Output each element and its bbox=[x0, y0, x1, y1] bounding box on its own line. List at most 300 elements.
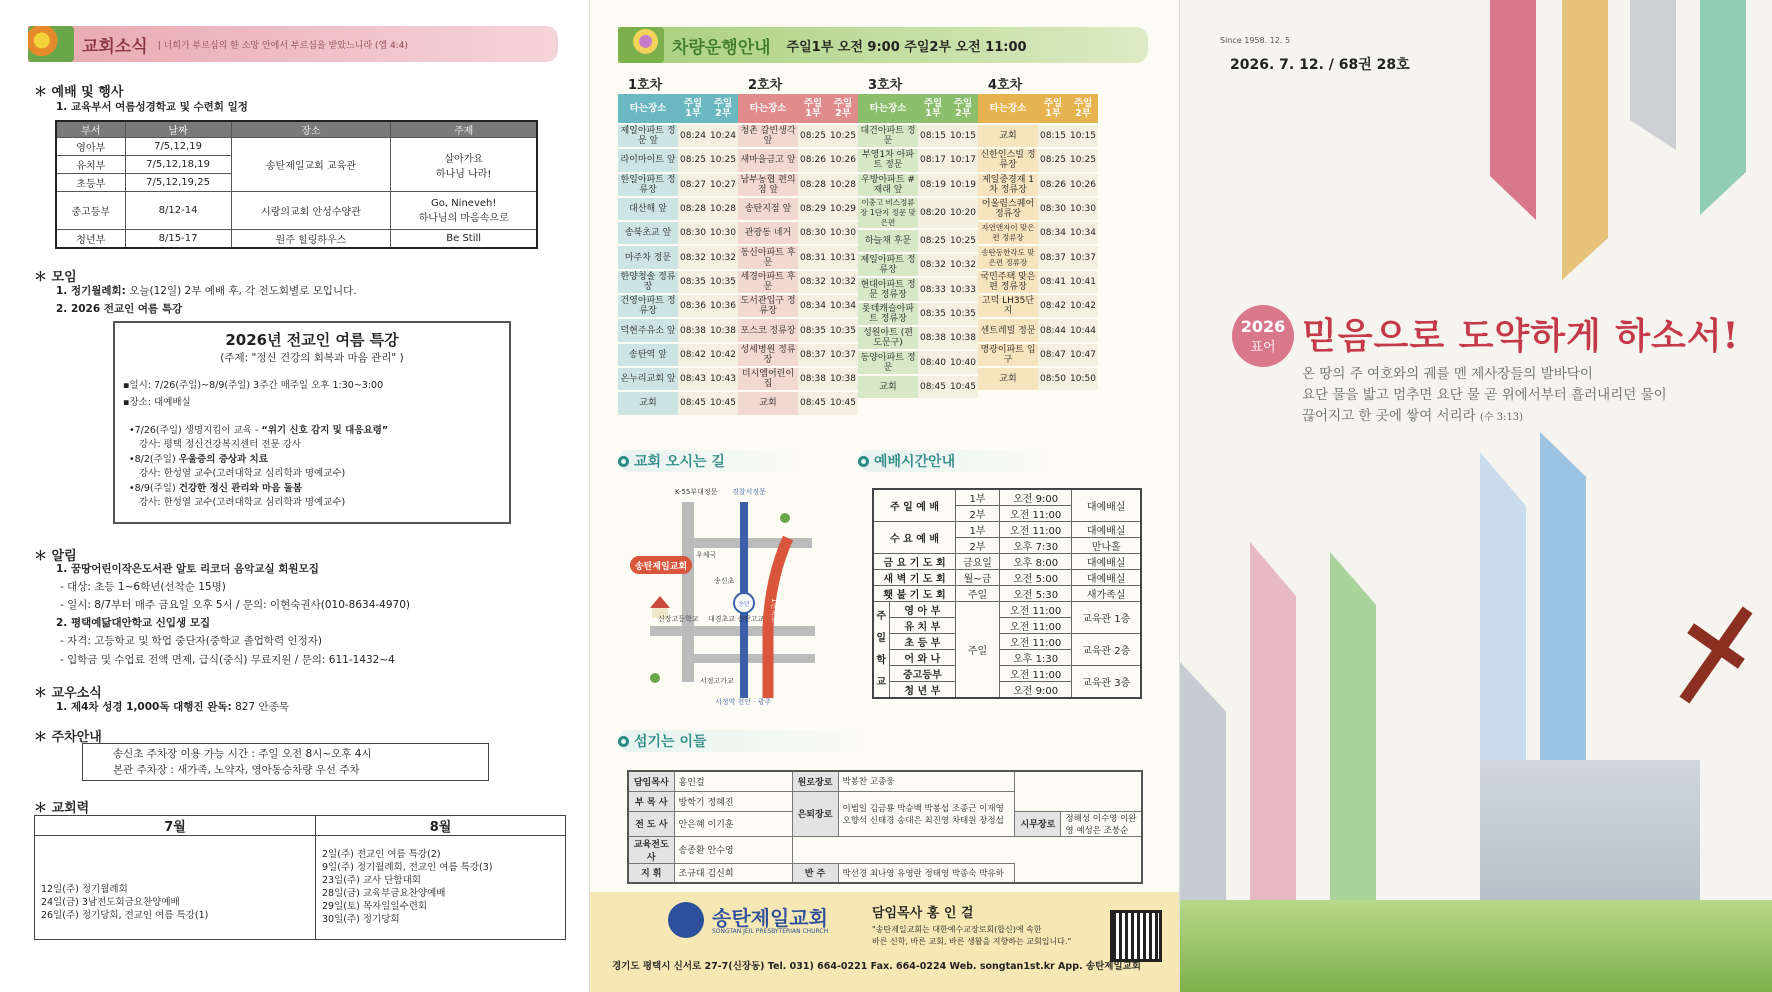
school-dept: 중고등부 bbox=[889, 666, 956, 682]
bullet-icon bbox=[618, 456, 629, 467]
bus-stop: 제일아파트 정류장 bbox=[858, 253, 918, 277]
bus-stop-row bbox=[618, 318, 738, 342]
worship-place: 대예배실 bbox=[1072, 522, 1141, 538]
bus-time: 10:32 bbox=[948, 253, 978, 277]
bus-name: 4호차 bbox=[988, 78, 1023, 93]
dept-cell: 중고등부 bbox=[56, 192, 125, 230]
school-dept: 초 등 부 bbox=[889, 634, 956, 650]
dept-cell: 영아부 bbox=[56, 138, 125, 156]
heading-events: ＊ 예배 및 행사 bbox=[34, 85, 124, 100]
footer-pastor: 담임목사 홍 인 걸 bbox=[872, 906, 974, 921]
bus-table bbox=[858, 94, 978, 400]
notice-2-qual: - 자격: 고등학교 및 학업 중단자(중학교 졸업학력 인정자) bbox=[60, 635, 323, 647]
heading-parking: ＊ 주차안내 bbox=[34, 730, 102, 745]
flower-icon bbox=[28, 26, 74, 62]
school-dept: 영 아 부 bbox=[889, 602, 956, 618]
footer-church-name: 송탄제일교회 bbox=[712, 906, 828, 930]
parking-line-2: 본관 주차장 : 새가족, 노약자, 영아동승차량 우선 주차 bbox=[113, 764, 360, 776]
bus-time: 10:25 bbox=[1068, 148, 1098, 172]
bus-stop: 성세병원 정류장 bbox=[738, 343, 798, 367]
col-header: 부서 bbox=[56, 121, 125, 138]
worship-place: 대예배실 bbox=[1072, 489, 1141, 522]
worship-time: 오전 11:00 bbox=[999, 506, 1072, 522]
theme-text: 하나님 나라! bbox=[435, 168, 492, 180]
bus-time: 10:19 bbox=[948, 173, 978, 197]
church-calendar bbox=[34, 815, 566, 940]
worship-time: 오후 7:30 bbox=[999, 538, 1072, 554]
worship-name: 수 요 예 배 bbox=[873, 522, 956, 554]
bus-stop: 라이마이트 앞 bbox=[618, 148, 678, 172]
bus-time: 10:37 bbox=[1068, 245, 1098, 269]
bus-stop: 성원아트 (편도문구) bbox=[858, 326, 918, 350]
date-cell: 7/5,12,19,25 bbox=[125, 174, 231, 192]
lecture-subtitle: (주제: "정신 건강의 회복과 마음 관리" ) bbox=[220, 352, 404, 364]
heading-notices: ＊ 알림 bbox=[34, 549, 77, 564]
bus-time: 10:35 bbox=[708, 270, 738, 294]
bus-time: 08:50 bbox=[1038, 367, 1068, 391]
bus-time: 08:30 bbox=[1038, 197, 1068, 221]
school-time: 오전 11:00 bbox=[999, 618, 1072, 634]
bus-stop: 신한인스빌 정류장 bbox=[978, 148, 1038, 172]
map-label: 경찰서정문 bbox=[732, 488, 766, 496]
staff-role: 반 주 bbox=[792, 863, 838, 883]
bus-time: 08:33 bbox=[918, 277, 948, 301]
theme-cell bbox=[391, 138, 537, 192]
bus-time: 10:24 bbox=[708, 124, 738, 148]
staff-names: 박선경 최나영 유영란 정태영 박종숙 박유하 bbox=[838, 863, 1015, 883]
bus-stop-row bbox=[618, 197, 738, 221]
bus-time: 10:15 bbox=[948, 124, 978, 148]
bus-stop: 대산해 앞 bbox=[618, 197, 678, 221]
school-time: 오전 11:00 bbox=[999, 666, 1072, 682]
bible-verse bbox=[1302, 364, 1667, 428]
map-label: K-55부대정문 bbox=[675, 488, 718, 496]
worship-place: 대예배실 bbox=[1072, 570, 1141, 586]
worship-time: 오전 5:00 bbox=[999, 570, 1072, 586]
bus-stop: 제일아파트 정문 앞 bbox=[618, 124, 678, 148]
bus-stop: 덕현주유소 앞 bbox=[618, 318, 678, 342]
place-cell: 시랑의교회 안성수양관 bbox=[231, 192, 391, 230]
bus-stop-row bbox=[738, 221, 858, 245]
bus-stop-row bbox=[738, 318, 858, 342]
bus-time: 08:42 bbox=[1038, 294, 1068, 318]
year: 2026 bbox=[1240, 317, 1286, 336]
bus-stop-row bbox=[738, 294, 858, 318]
staff-names: 조규대 김신희 bbox=[674, 863, 792, 883]
bus-stop: 센트레빌 정문 bbox=[978, 318, 1038, 342]
notice-1: 1. 꿈땅어린이작은도서관 알토 리코더 음악교실 회원모집 bbox=[56, 563, 319, 575]
map-label: 우체국 bbox=[696, 551, 717, 559]
section-title: 차량운행안내 bbox=[672, 37, 771, 58]
worship-row bbox=[873, 586, 1141, 602]
bus-stop-row bbox=[618, 294, 738, 318]
july-events bbox=[35, 836, 315, 922]
bus-time: 08:35 bbox=[678, 270, 708, 294]
map-label: 송신초 bbox=[714, 577, 735, 585]
date-cell: 8/15-17 bbox=[125, 230, 231, 248]
calendar-event: 28일(금) 교육부금요찬양예배 bbox=[322, 888, 446, 899]
bus-stop: 포스코 정류장 bbox=[738, 318, 798, 342]
school-dept: 유 치 부 bbox=[889, 618, 956, 634]
bus-stop-row bbox=[978, 270, 1098, 294]
motto: 믿음으로 도약하게 하소서! bbox=[1302, 315, 1740, 357]
staff-names: 박봉찬 고종웅 bbox=[838, 771, 1015, 791]
theme-text: 살아가요 bbox=[444, 153, 483, 165]
cover-panel bbox=[1180, 0, 1772, 992]
grass-image bbox=[1180, 900, 1772, 992]
bus-time: 10:47 bbox=[1068, 343, 1098, 367]
school-time: 오후 1:30 bbox=[999, 650, 1072, 666]
bus-table bbox=[978, 94, 1098, 392]
worship-name: 주 일 예 배 bbox=[873, 489, 956, 522]
bus-col-header: 주일 1부 bbox=[1038, 94, 1068, 124]
bus-time: 08:26 bbox=[798, 148, 828, 172]
bus-stop: 남부농협 편의점 앞 bbox=[738, 173, 798, 197]
lecture-1-speaker: 강사: 평택 정신건강복지센터 전문 강사 bbox=[139, 439, 302, 450]
bus-time: 10:32 bbox=[828, 270, 858, 294]
bus-time: 08:34 bbox=[1038, 221, 1068, 245]
lecture-3: •8/9(주일) 건강한 정신 관리와 마음 돌봄 bbox=[129, 483, 303, 494]
bus-time: 10:28 bbox=[828, 173, 858, 197]
notice-1-time: - 일시: 8/7부터 매주 금요일 오후 5시 / 문의: 이현숙권사(010-8634-4970) bbox=[60, 599, 410, 611]
bus-time: 10:29 bbox=[828, 197, 858, 221]
bus-stop: 도서관입구 정류장 bbox=[738, 294, 798, 318]
worship-row bbox=[873, 570, 1141, 586]
bus-col-header: 타는장소 bbox=[858, 94, 918, 124]
school-row bbox=[873, 602, 1141, 618]
bus-time: 08:38 bbox=[678, 318, 708, 342]
summer-lecture-box bbox=[113, 321, 511, 524]
footer bbox=[590, 892, 1180, 992]
bus-time: 10:33 bbox=[948, 277, 978, 301]
staff-names: 안은혜 이기훈 bbox=[674, 811, 792, 836]
since-text: Since 1958. 12. 5 bbox=[1220, 36, 1291, 45]
bus-stop: 고덕 LH35단지 bbox=[978, 294, 1038, 318]
bus-stop: 송탄동한각도 맞은편 정류장 bbox=[978, 245, 1038, 269]
bus-stop-row bbox=[858, 148, 978, 172]
cross-icon bbox=[1680, 607, 1753, 704]
bus-stop: 이충고 비스정류장 1단지 정문 맞은편 bbox=[858, 197, 918, 229]
bus-time: 10:38 bbox=[948, 326, 978, 350]
bus-time: 08:25 bbox=[1038, 148, 1068, 172]
bus-time: 08:24 bbox=[678, 124, 708, 148]
verse-line: 온 땅의 주 여호와의 궤를 멘 제사장들의 발바닥이 bbox=[1302, 366, 1593, 382]
decor-stripe bbox=[1490, 0, 1536, 220]
bus-stop-row bbox=[978, 343, 1098, 367]
bus-time: 08:28 bbox=[798, 173, 828, 197]
bus-time: 10:25 bbox=[828, 124, 858, 148]
lecture-date: ▪일시: 7/26(주일)~8/9(주일) 3주간 매주일 오후 1:30~3:00 bbox=[123, 380, 384, 391]
bus-col-header: 주일 2부 bbox=[708, 94, 738, 124]
bus-time: 10:38 bbox=[828, 367, 858, 391]
bus-stop: 롯데캐슬아파트 정류장 bbox=[858, 302, 918, 326]
bus-stop-row bbox=[618, 221, 738, 245]
bus-stop-row bbox=[858, 124, 978, 148]
school-dept: 청 년 부 bbox=[889, 682, 956, 699]
bus-stop: 건영아파트 정류장 bbox=[618, 294, 678, 318]
bus-time: 08:44 bbox=[1038, 318, 1068, 342]
bus-name: 3호차 bbox=[868, 78, 903, 93]
worship-part: 2부 bbox=[956, 506, 1000, 522]
worship-place: 만나홀 bbox=[1072, 538, 1141, 554]
staff-row bbox=[628, 836, 1142, 863]
bus-col-header: 주일 1부 bbox=[798, 94, 828, 124]
bus-time: 08:20 bbox=[918, 197, 948, 229]
theme-cell: Be Still bbox=[391, 230, 537, 248]
worship-place: 대예배실 bbox=[1072, 554, 1141, 570]
dept-cell: 초등부 bbox=[56, 174, 125, 192]
bus-time: 08:41 bbox=[1038, 270, 1068, 294]
bus-stop-row bbox=[618, 124, 738, 148]
bus-stop: 더시엠어린이집 bbox=[738, 367, 798, 391]
col-header: 장소 bbox=[231, 121, 391, 138]
qr-code-icon[interactable] bbox=[1110, 910, 1162, 962]
bus-time: 08:30 bbox=[798, 221, 828, 245]
bus-stop-row bbox=[738, 270, 858, 294]
bus-time: 10:26 bbox=[828, 148, 858, 172]
col-header: 주제 bbox=[391, 121, 537, 138]
footer-church-en: SONGTAN JEIL PRESBYTERIAN CHURCH bbox=[712, 928, 829, 935]
bus-time: 10:41 bbox=[1068, 270, 1098, 294]
bus-time: 08:43 bbox=[678, 367, 708, 391]
bus-stop-row bbox=[618, 173, 738, 197]
bus-time: 08:31 bbox=[798, 245, 828, 269]
col-header: 날짜 bbox=[125, 121, 231, 138]
events-item: 1. 교육부서 여름성경학교 및 수련회 일정 bbox=[56, 101, 248, 113]
date-cell: 8/12-14 bbox=[125, 192, 231, 230]
bus-stop: 교회 bbox=[738, 391, 798, 415]
worship-place: 새가족실 bbox=[1072, 586, 1141, 602]
bus-time: 10:26 bbox=[1068, 173, 1098, 197]
church-news-panel bbox=[0, 0, 590, 992]
bus-time: 08:32 bbox=[918, 253, 948, 277]
service-times: 주일1부 오전 9:00 주일2부 오전 11:00 bbox=[786, 39, 1027, 55]
bus-stop-row bbox=[738, 173, 858, 197]
lecture-3-speaker: 강사: 한성열 교수(고려대학교 심리학과 명예교수) bbox=[139, 497, 346, 508]
school-name: 주일학교 bbox=[873, 602, 889, 699]
bus-stop: 교회 bbox=[978, 367, 1038, 391]
bus-time: 10:17 bbox=[948, 148, 978, 172]
notice-1-target: - 대상: 초등 1~6학년(선착순 15명) bbox=[60, 581, 226, 593]
bus-time: 10:42 bbox=[708, 343, 738, 367]
bus-stop-row bbox=[978, 245, 1098, 269]
bus-stop-row bbox=[978, 148, 1098, 172]
bus-time: 08:40 bbox=[918, 350, 948, 374]
bus-time: 08:17 bbox=[918, 148, 948, 172]
bus-stop-row bbox=[618, 148, 738, 172]
bus-time: 10:40 bbox=[948, 350, 978, 374]
bus-col-header: 주일 2부 bbox=[828, 94, 858, 124]
bus-stop-row bbox=[738, 124, 858, 148]
bus-stop: 명광이파트 입구 bbox=[978, 343, 1038, 367]
bus-time: 10:45 bbox=[948, 375, 978, 399]
theme-text: 하나님의 마음속으로 bbox=[418, 212, 509, 224]
bus-stop: 마주차 정문 bbox=[618, 245, 678, 269]
bus-header bbox=[618, 27, 1148, 63]
bus-time: 10:20 bbox=[948, 197, 978, 229]
footer-desc: 바른 신학, 바른 교회, 바른 생활을 지향하는 교회입니다." bbox=[872, 937, 1072, 946]
year-badge bbox=[1232, 305, 1294, 367]
bus-stop-row bbox=[858, 326, 978, 350]
bus-stop-row bbox=[738, 148, 858, 172]
worship-part: 금요일 bbox=[956, 554, 1000, 570]
school-row bbox=[873, 634, 1141, 650]
date-cell: 7/5,12,18,19 bbox=[125, 156, 231, 174]
bus-time: 10:28 bbox=[708, 197, 738, 221]
bus-stop: 대건아파트 정문 bbox=[858, 124, 918, 148]
bus-stop-row bbox=[978, 294, 1098, 318]
bus-time: 08:30 bbox=[678, 221, 708, 245]
decor-stripe bbox=[1562, 0, 1608, 280]
member-news-item: 1. 제4차 성경 1,000독 대행진 완독: 827 안종묵 bbox=[56, 701, 289, 713]
bus-stop: 세경아파트 후문 bbox=[738, 270, 798, 294]
lecture-title: 2026년 전교인 여름 특강 bbox=[225, 331, 399, 349]
bus-time: 08:25 bbox=[798, 124, 828, 148]
bus-stop-row bbox=[978, 124, 1098, 148]
bus-stop: 온누리교회 앞 bbox=[618, 367, 678, 391]
bus-time: 08:28 bbox=[678, 197, 708, 221]
section-title: 교회소식 bbox=[82, 36, 148, 57]
bus-time: 08:32 bbox=[798, 270, 828, 294]
month-august: 8월 bbox=[316, 816, 565, 836]
calendar-event: 12일(주) 정기월례회 bbox=[41, 884, 128, 895]
bus-stop-row bbox=[618, 367, 738, 391]
staff-names: 정해성 이수영 이완영 예성은 조붕순 bbox=[1061, 811, 1142, 836]
school-dept: 어 와 나 bbox=[889, 650, 956, 666]
bus-stop-row bbox=[978, 173, 1098, 197]
bus-stop: 자연앤자이 맞은편 정류장 bbox=[978, 221, 1038, 245]
bus-time: 08:15 bbox=[918, 124, 948, 148]
month-july: 7월 bbox=[35, 816, 315, 836]
footer-desc: "송탄제일교회는 대한예수교장로회(합신)에 속한 bbox=[872, 925, 1042, 934]
bus-name: 1호차 bbox=[628, 78, 663, 93]
staff-role: 담임목사 bbox=[628, 771, 674, 791]
heading-meetings: ＊ 모임 bbox=[34, 270, 77, 285]
bus-time: 08:27 bbox=[678, 173, 708, 197]
staff-row bbox=[628, 863, 1142, 883]
summer-school-table bbox=[55, 120, 538, 249]
notice-2-fee: - 입학금 및 수업료 전액 면제, 급식(중식) 무료지원 / 문의: 611-1432~4 bbox=[60, 654, 395, 666]
bus-stop-row bbox=[858, 197, 978, 229]
bus-stop: 동양아파트 정문 bbox=[858, 350, 918, 374]
bus-stop: 송북초교 앞 bbox=[618, 221, 678, 245]
bus-stop: 한일아파트 정류장 bbox=[618, 173, 678, 197]
bus-stop: 동신아파트 후문 bbox=[738, 245, 798, 269]
section-subtitle: | 너희가 부르심의 한 소망 안에서 부르심을 받았느니라 (엡 4:4) bbox=[157, 40, 408, 51]
bus-col-header: 주일 1부 bbox=[918, 94, 948, 124]
bus-time: 08:25 bbox=[678, 148, 708, 172]
church-news-header bbox=[28, 26, 558, 62]
verse-line: 끊어지고 한 곳에 쌓여 서리라 bbox=[1302, 408, 1476, 424]
map-section-header: 교회 오시는 길 bbox=[618, 450, 808, 472]
worship-time: 오전 9:00 bbox=[999, 489, 1072, 506]
decor-stripe bbox=[1700, 0, 1746, 215]
bus-time: 08:37 bbox=[798, 343, 828, 367]
bus-time: 08:15 bbox=[1038, 124, 1068, 148]
bus-stop: 청촌 갈빈생각 앞 bbox=[738, 124, 798, 148]
bus-time: 10:32 bbox=[708, 245, 738, 269]
staff-section-header: 섬기는 이들 bbox=[618, 730, 878, 752]
staff-role: 시무장로 bbox=[1015, 811, 1061, 836]
bus-time: 08:36 bbox=[678, 294, 708, 318]
issue-info: 2026. 7. 12. / 68권 28호 bbox=[1230, 57, 1410, 73]
staff-names: 방학기 정혜진 bbox=[674, 791, 792, 811]
bus-stop: 현대아파트 정문 정류장 bbox=[858, 277, 918, 301]
bus-stop-row bbox=[858, 350, 978, 374]
map-label: 서정역 천안 · 광주 bbox=[715, 698, 772, 706]
school-row bbox=[873, 666, 1141, 682]
place-cell: 송탄제일교회 교육관 bbox=[231, 138, 391, 192]
bus-time: 08:37 bbox=[1038, 245, 1068, 269]
flower-icon bbox=[618, 27, 664, 63]
worship-part: 1부 bbox=[956, 489, 1000, 506]
bus-time: 10:34 bbox=[1068, 221, 1098, 245]
map-label: 서정고가교 bbox=[700, 677, 734, 685]
bus-stop-row bbox=[978, 318, 1098, 342]
calendar-event: 9일(주) 정기월례회, 전교인 여름 특강(3) bbox=[322, 862, 493, 873]
august-events bbox=[316, 836, 565, 926]
bus-stop: 송탄역 앞 bbox=[618, 343, 678, 367]
bus-time: 08:47 bbox=[1038, 343, 1068, 367]
bus-time: 08:19 bbox=[918, 173, 948, 197]
bus-stop-row bbox=[978, 221, 1098, 245]
decor-stripe bbox=[1630, 0, 1676, 150]
lecture-1: •7/26(주일) 생명지킴이 교육 - “위기 신호 감지 및 대응요령” bbox=[129, 425, 389, 436]
bus-time: 08:42 bbox=[678, 343, 708, 367]
bus-time: 10:45 bbox=[828, 391, 858, 415]
bus-time: 10:30 bbox=[1068, 197, 1098, 221]
theme-text: Go, Nineveh! bbox=[430, 197, 497, 209]
bus-stop: 어울림스퀘어 정류장 bbox=[978, 197, 1038, 221]
bus-stop-row bbox=[738, 367, 858, 391]
church-logo-icon bbox=[668, 902, 704, 938]
bus-time: 08:26 bbox=[1038, 173, 1068, 197]
staff-role: 부 목 사 bbox=[628, 791, 674, 811]
bus-time: 10:25 bbox=[708, 148, 738, 172]
bus-time: 10:15 bbox=[1068, 124, 1098, 148]
school-time: 오전 11:00 bbox=[999, 602, 1072, 618]
bus-time: 10:30 bbox=[828, 221, 858, 245]
map-label: 대경초교 송탄고교 bbox=[708, 615, 765, 623]
bus-stop-row bbox=[858, 229, 978, 253]
bus-time: 08:45 bbox=[918, 375, 948, 399]
bus-time: 10:36 bbox=[708, 294, 738, 318]
worship-part: 1부 bbox=[956, 522, 1000, 538]
theme-cell bbox=[391, 192, 537, 230]
bus-stop-row bbox=[618, 270, 738, 294]
school-location: 교육관 3층 bbox=[1072, 666, 1141, 699]
verse-reference: (수 3:13) bbox=[1479, 412, 1524, 423]
bus-col-header: 주일 2부 bbox=[1068, 94, 1098, 124]
bus-stop: 제일중경재 1차 정류장 bbox=[978, 173, 1038, 197]
calendar-event: 23일(주) 교사 단합대회 bbox=[322, 875, 421, 886]
bus-time: 08:32 bbox=[678, 245, 708, 269]
staff-role: 지 휘 bbox=[628, 863, 674, 883]
bus-time: 10:35 bbox=[828, 318, 858, 342]
date-cell: 7/5,12,19 bbox=[125, 138, 231, 156]
worship-time: 오후 8:00 bbox=[999, 554, 1072, 570]
bus-time: 10:25 bbox=[948, 229, 978, 253]
calendar-event: 2일(주) 전교인 여름 특강(2) bbox=[322, 849, 441, 860]
bus-time: 10:44 bbox=[1068, 318, 1098, 342]
bus-time: 10:30 bbox=[708, 221, 738, 245]
bus-stop-row bbox=[858, 277, 978, 301]
calendar-event: 29일(토) 목자일일수련회 bbox=[322, 901, 428, 912]
bus-stop-row bbox=[858, 375, 978, 399]
worship-part: 2부 bbox=[956, 538, 1000, 554]
bus-stop-row bbox=[978, 197, 1098, 221]
bus-stop: 부영1차 아파트 정문 bbox=[858, 148, 918, 172]
